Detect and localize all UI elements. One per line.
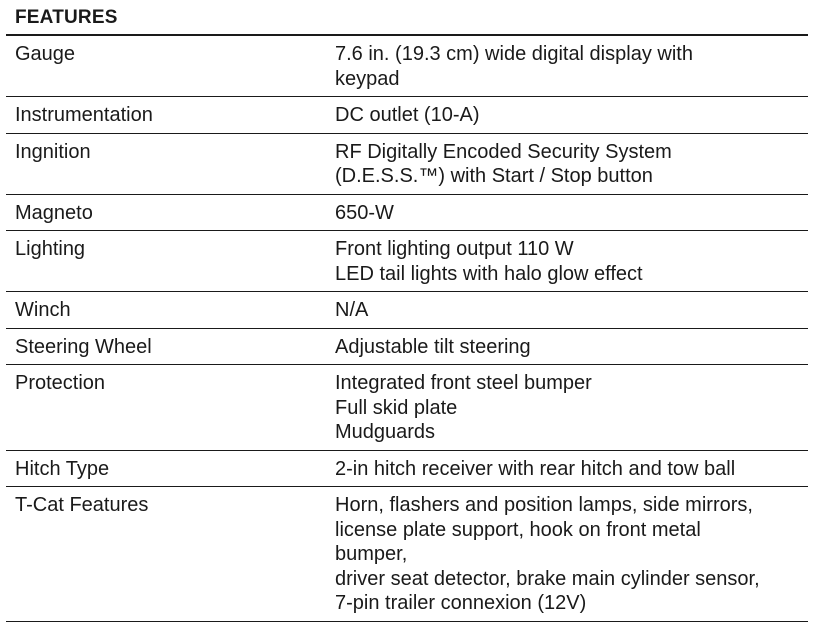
table-row [6,96,808,133]
feature-value [335,140,808,189]
feature-value-line: license plate support, hook on front metal [335,518,701,541]
table-row [6,133,808,194]
feature-value-line: Integrated front steel bumper [335,372,592,394]
feature-value-line: 7.6 in. (19.3 cm) wide digital display with [335,43,693,65]
feature-value-line: Mudguards [335,421,436,443]
feature-value-line: (D.E.S.S.™) with Start / Stop button [335,165,653,187]
feature-label: Instrumentation [15,104,153,126]
feature-value-line: 7-pin trailer connexion (12V) [335,592,587,614]
features-heading: FEATURES [15,7,118,28]
feature-label: Ingnition [15,140,91,163]
table-row [6,328,808,365]
feature-value-line: 2-in hitch receiver with rear hitch and tow ball [335,457,736,480]
feature-value [335,457,808,482]
feature-value-line: Adjustable tilt steering [335,335,531,358]
feature-value [335,493,808,616]
feature-value-line: driver seat detector, brake main cylinder sensor, [335,567,760,590]
feature-value [335,201,808,226]
feature-value-line: Full skid plate [335,396,458,419]
feature-label: T-Cat Features [15,494,149,516]
feature-label: Lighting [15,238,86,260]
feature-label: Magneto [15,201,93,224]
table-row [6,230,808,291]
feature-label: Winch [15,299,71,321]
feature-value-line: DC outlet (10-A) [335,104,480,126]
feature-value-line: keypad [335,67,400,90]
table-row [6,486,808,621]
table-row [6,450,808,487]
feature-value-line: RF Digitally Encoded Security System [335,140,672,163]
feature-value [335,103,808,128]
feature-label: Hitch Type [15,457,110,480]
feature-value [335,371,808,445]
feature-value-line: Front lighting output 110 W [335,238,574,260]
feature-label: Steering Wheel [15,335,152,358]
table-row [6,194,808,231]
table-row [6,291,808,328]
feature-value [335,335,808,360]
table-row [6,36,808,96]
feature-value [335,237,808,286]
feature-value-line: Horn, flashers and position lamps, side mirrors, [335,494,753,516]
feature-value-line: 650-W [335,201,394,224]
feature-label: Protection [15,372,106,394]
feature-value [335,298,808,323]
feature-label: Gauge [15,43,76,65]
feature-value-line: bumper, [335,543,408,565]
feature-value-line: N/A [335,299,369,321]
feature-value [335,42,808,91]
feature-value-line: LED tail lights with halo glow effect [335,262,643,285]
features-table [6,34,808,622]
table-row [6,364,808,450]
